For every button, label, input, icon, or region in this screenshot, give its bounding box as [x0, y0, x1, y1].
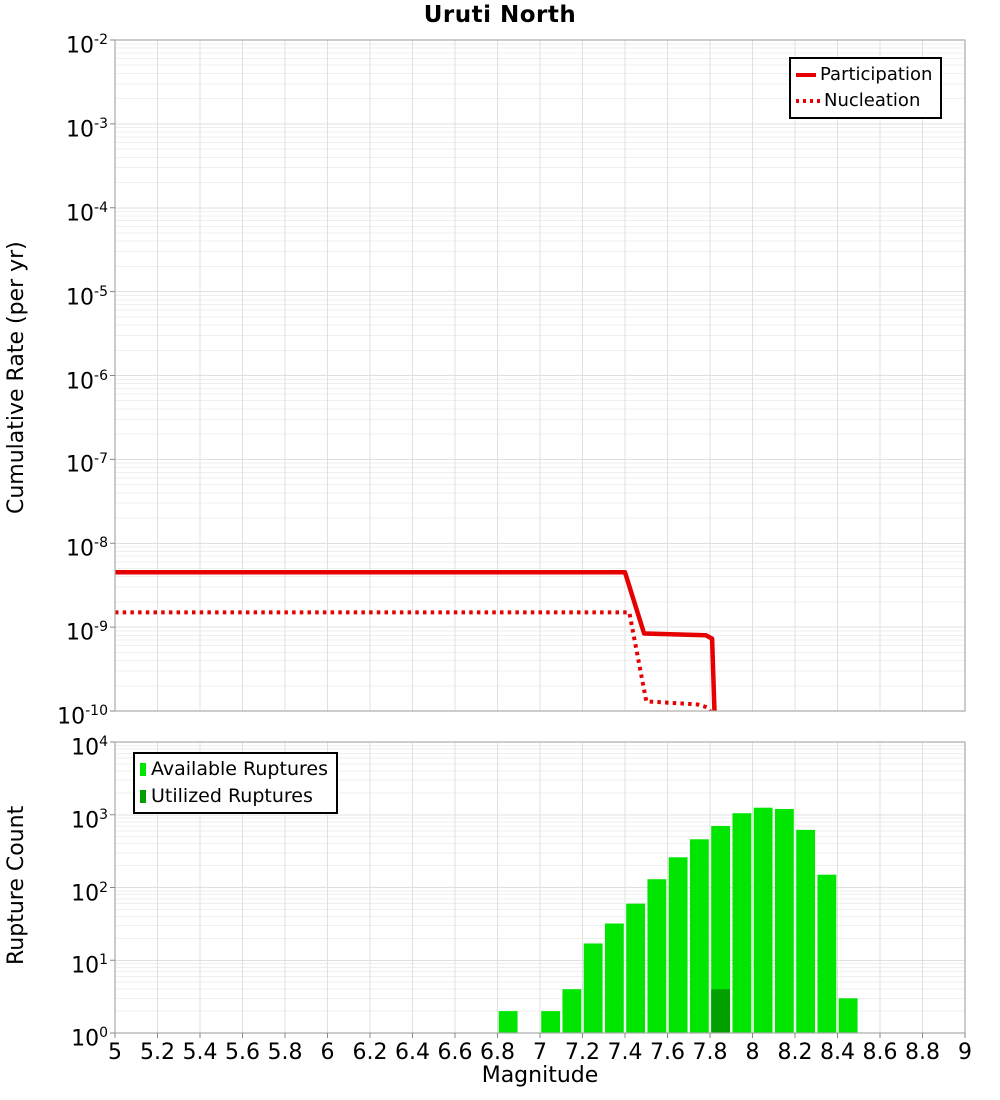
x-tick-label: 7.6 [650, 1040, 685, 1065]
x-tick-label: 8.6 [862, 1040, 898, 1065]
available-bar [499, 1011, 518, 1033]
y-tick-label: $10^{-9}$ [66, 619, 108, 646]
available-bar [626, 904, 645, 1033]
legend-item-utilized [140, 783, 328, 810]
available-bar [584, 943, 603, 1033]
available-bar [754, 808, 773, 1033]
available-bar [541, 1011, 560, 1033]
x-tick-label: 5.6 [225, 1040, 260, 1065]
available-legend-label: Available Ruptures [151, 758, 328, 780]
x-axis-title: Magnitude [481, 1063, 599, 1088]
participation-legend-label: Participation [820, 64, 933, 85]
x-tick-label: 8 [745, 1040, 760, 1065]
available-bar [605, 924, 624, 1033]
y-tick-label: $10^3$ [71, 806, 108, 834]
x-tick-label: 9 [958, 1040, 972, 1065]
rate-legend [789, 57, 942, 119]
legend-item-available [140, 756, 328, 783]
page-title: Uruti North [423, 2, 577, 28]
x-tick-label: 8.2 [777, 1040, 813, 1065]
x-tick-label: 5.4 [182, 1040, 218, 1065]
available-bar [647, 879, 666, 1033]
available-bar [775, 809, 794, 1033]
legend-item-participation [796, 62, 932, 88]
utilized-legend-label: Utilized Ruptures [151, 785, 313, 807]
available-bar [732, 813, 751, 1033]
available-bar [796, 830, 815, 1033]
available-bar [669, 857, 688, 1033]
y-tick-label: $10^1$ [71, 952, 108, 979]
x-tick-label: 6.6 [437, 1040, 473, 1065]
x-tick-label: 7.8 [692, 1040, 728, 1065]
utilized-bar [711, 989, 730, 1033]
x-tick-label: 6.2 [352, 1040, 388, 1065]
available-bars [499, 808, 858, 1033]
rate-y-axis-title: Cumulative Rate (per yr) [4, 241, 29, 514]
x-tick-label: 6.4 [395, 1040, 430, 1065]
x-tick-label: 7.4 [607, 1040, 643, 1065]
available-bar [839, 998, 858, 1033]
y-tick-label: $10^{-10}$ [57, 703, 108, 730]
y-tick-label: $10^2$ [71, 879, 108, 906]
count-y-axis-title: Rupture Count [4, 805, 29, 966]
available-bar [562, 989, 581, 1033]
nucleation-legend-label: Nucleation [824, 90, 921, 111]
y-tick-label: $10^{-6}$ [66, 367, 108, 394]
y-tick-label: $10^{-8}$ [66, 535, 108, 562]
y-tick-label: $10^{-3}$ [66, 115, 108, 143]
nucleation-line-swatch [796, 99, 820, 103]
x-tick-label: 5.2 [140, 1040, 175, 1065]
participation-line-swatch [796, 73, 816, 77]
y-tick-label: $10^{-7}$ [66, 451, 108, 478]
available-ruptures-swatch [140, 763, 146, 776]
rate-panel-gridlines [115, 40, 965, 711]
x-tick-label: 5 [108, 1040, 122, 1065]
utilized-ruptures-swatch [140, 790, 146, 803]
available-bar [690, 839, 709, 1033]
x-tick-label: 8.8 [905, 1040, 940, 1065]
y-tick-label: $10^{-5}$ [66, 283, 108, 310]
x-tick-label: 6.8 [480, 1040, 515, 1065]
x-tick-label: 8.4 [820, 1040, 855, 1065]
x-tick-label: 7.2 [565, 1040, 600, 1065]
available-bar [817, 875, 836, 1033]
utilized-bars [711, 989, 730, 1033]
x-tick-label: 5.8 [267, 1040, 303, 1065]
nucleation-line [115, 612, 712, 714]
y-tick-label: $10^{-4}$ [66, 199, 108, 227]
legend-item-nucleation [796, 88, 932, 114]
x-tick-label: 6 [320, 1040, 335, 1065]
y-tick-label: $10^0$ [71, 1025, 108, 1052]
count-legend [133, 752, 338, 814]
y-tick-label: $10^{-2}$ [66, 32, 108, 59]
y-tick-label: $10^4$ [71, 734, 108, 761]
x-tick-label: 7 [533, 1040, 547, 1065]
